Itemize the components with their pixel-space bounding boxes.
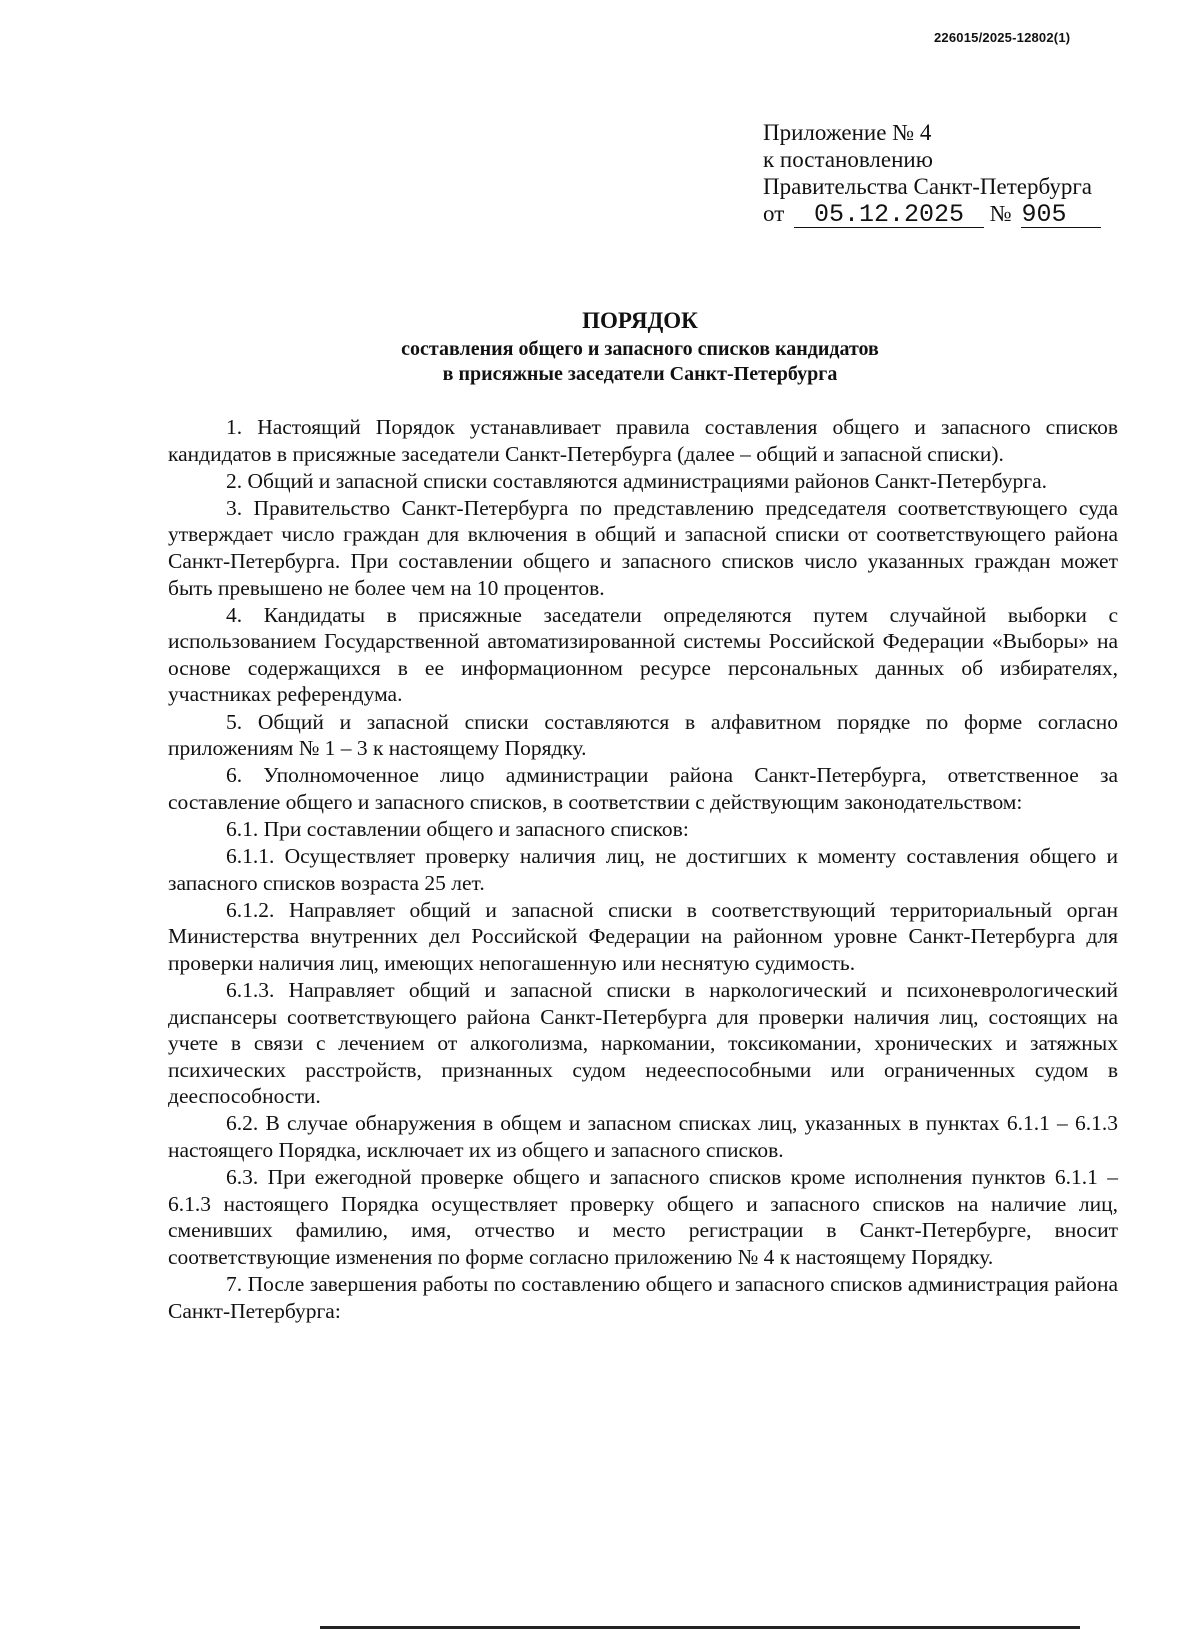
document-subtitle-line-1: составления общего и запасного списков кандидатов <box>401 338 879 360</box>
document-body <box>168 414 1118 1325</box>
appendix-title: Приложение № 4 <box>763 120 932 145</box>
paragraph-3: 3. Правительство Санкт-Петербурга по представлению председателя соответствующего суда утверждает число граждан для включения в общий и запасной списки от соответствующего района Санкт-Петербурга. При составлении общего и запасного списков число указанных граждан может быть превышено не более чем на 10 процентов. <box>168 495 1118 600</box>
paragraph-4: 4. Кандидаты в присяжные заседатели определяются путем случайной выборки с использованием Государственной автоматизированной системы Российской Федерации «Выборы» на основе содержащихся в ее информационном ресурсе персональных данных об избирателях, участниках референдума. <box>168 602 1118 707</box>
paragraph-1: 1. Настоящий Порядок устанавливает правила составления общего и запасного списков кандидатов в присяжные заседатели Санкт-Петербурга (далее – общий и запасной списки). <box>168 415 1118 466</box>
page-bottom-edge-line <box>320 1626 1080 1629</box>
resolution-number: 905 <box>1021 203 1101 228</box>
paragraph-6-1-2: 6.1.2. Направляет общий и запасной списки в соответствующий территориальный орган Министерства внутренних дел Российской Федерации на районном уровне Санкт-Петербурга для проверки наличия лиц, имеющих непогашенную или неснятую судимость. <box>168 897 1118 975</box>
document-title-block <box>160 305 1120 387</box>
paragraph-6: 6. Уполномоченное лицо администрации района Санкт-Петербурга, ответственное за составление общего и запасного списков, в соответствии с действующим законодательством: <box>168 763 1118 814</box>
document-title: ПОРЯДОК <box>582 308 698 333</box>
document-subtitle-line-2: в присяжные заседатели Санкт-Петербурга <box>442 363 838 385</box>
paragraph-6-1: 6.1. При составлении общего и запасного списков: <box>226 816 689 841</box>
paragraph-5: 5. Общий и запасной списки составляются в алфавитном порядке по форме согласно приложениям № 1 – 3 к настоящему Порядку. <box>168 709 1118 761</box>
paragraph-6-1-3: 6.1.3. Направляет общий и запасной списки в наркологический и психоневрологический диспансеры соответствующего района Санкт-Петербурга для проверки наличия лиц, состоящих на учете в связи с лечением от алкоголизма, наркомании, токсикомании, хронических и затяжных психических расстройств, признанных судом недееспособными или ограниченных судом в дееспособности. <box>168 977 1118 1109</box>
from-label: от <box>763 201 785 226</box>
appendix-government-line: Правительства Санкт-Петербурга <box>763 174 1092 199</box>
appendix-date-number-line <box>763 200 1163 228</box>
appendix-resolution-line: к постановлению <box>763 147 933 172</box>
paragraph-2: 2. Общий и запасной списки составляются администрациями районов Санкт-Петербурга. <box>226 468 1048 493</box>
paragraph-6-1-1: 6.1.1. Осуществляет проверку наличия лиц, не достигших к моменту составления общего и запасного списков возраста 25 лет. <box>168 844 1118 895</box>
document-registration-number: 226015/2025-12802(1) <box>934 30 1071 45</box>
paragraph-7: 7. После завершения работы по составлению общего и запасного списков администрация района Санкт-Петербурга: <box>168 1272 1118 1323</box>
appendix-block <box>763 119 1163 228</box>
number-label: № <box>989 201 1012 226</box>
paragraph-6-3: 6.3. При ежегодной проверке общего и запасного списков кроме исполнения пунктов 6.1.1 – 6.1.3 настоящего Порядка осуществляет проверку общего и запасного списков на наличие лиц, сменивших фамилию, имя, отчество и место регистрации в Санкт-Петербурге, вносит соответствующие изменения по форме согласно приложению № 4 к настоящему Порядку. <box>168 1165 1118 1269</box>
resolution-date: 05.12.2025 <box>794 203 984 228</box>
paragraph-6-2: 6.2. В случае обнаружения в общем и запасном списках лиц, указанных в пунктах 6.1.1 – 6.1.3 настоящего Порядка, исключает их из общего и запасного списков. <box>168 1111 1118 1163</box>
